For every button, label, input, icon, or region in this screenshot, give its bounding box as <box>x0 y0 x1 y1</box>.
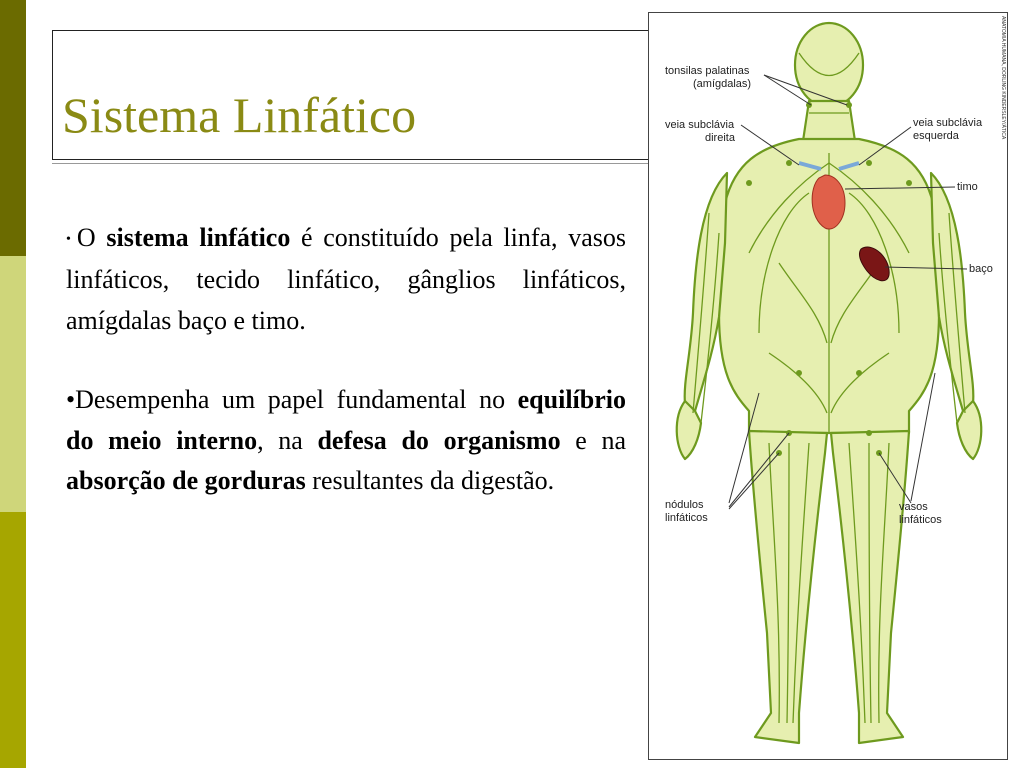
label-thymus: timo <box>957 181 978 193</box>
label-right-subclavian-vein: veia subclávia direita <box>665 119 735 144</box>
para1-lead: O <box>76 223 107 252</box>
left-stripe-light <box>0 256 26 512</box>
para1-bold-term: sistema linfático <box>106 223 291 252</box>
para2-text-2: , na <box>257 425 318 455</box>
label-spleen: baço <box>969 263 993 275</box>
label-left-subclavian-vein: veia subclávia esquerda <box>913 117 983 142</box>
lymphatic-system-illustration <box>648 12 1008 760</box>
image-credit: ANATOMIA HUMANA, DORLING KINDERSLEY/ÁTICA <box>1000 16 1006 140</box>
para2-bold-1: equilíbrio do meio interno <box>66 385 626 455</box>
paragraph-composition <box>66 218 626 341</box>
para2-text-3: e na <box>560 425 626 455</box>
bullet: • <box>66 231 71 247</box>
paragraph-function <box>66 380 626 502</box>
head-shape <box>795 23 863 107</box>
label-lymph-vessels: vasos linfáticos <box>899 501 942 526</box>
hand-left-shape <box>677 401 701 459</box>
title-underline <box>52 163 652 164</box>
para2-text-4: resultantes da digestão. <box>305 466 555 495</box>
slide-title: Sistema Linfático <box>62 87 417 143</box>
para1-rest: é constituído pela linfa, vasos linfáticos, tecido linfático, gânglios linfáticos, amígdalas baço e timo. <box>66 223 626 335</box>
label-lymph-nodes: nódulos linfáticos <box>665 499 708 524</box>
left-stripe-olive <box>0 512 26 768</box>
bullet: • <box>66 385 76 414</box>
para2-text-1: Desempenha um papel fundamental no <box>75 385 518 414</box>
para2-bold-2: defesa do organismo <box>317 425 561 455</box>
left-stripe-dark <box>0 0 26 256</box>
label-tonsils: tonsilas palatinas (amígdalas) <box>665 65 752 90</box>
para2-bold-3: absorção de gorduras <box>66 466 306 495</box>
hand-right-shape <box>957 401 981 459</box>
